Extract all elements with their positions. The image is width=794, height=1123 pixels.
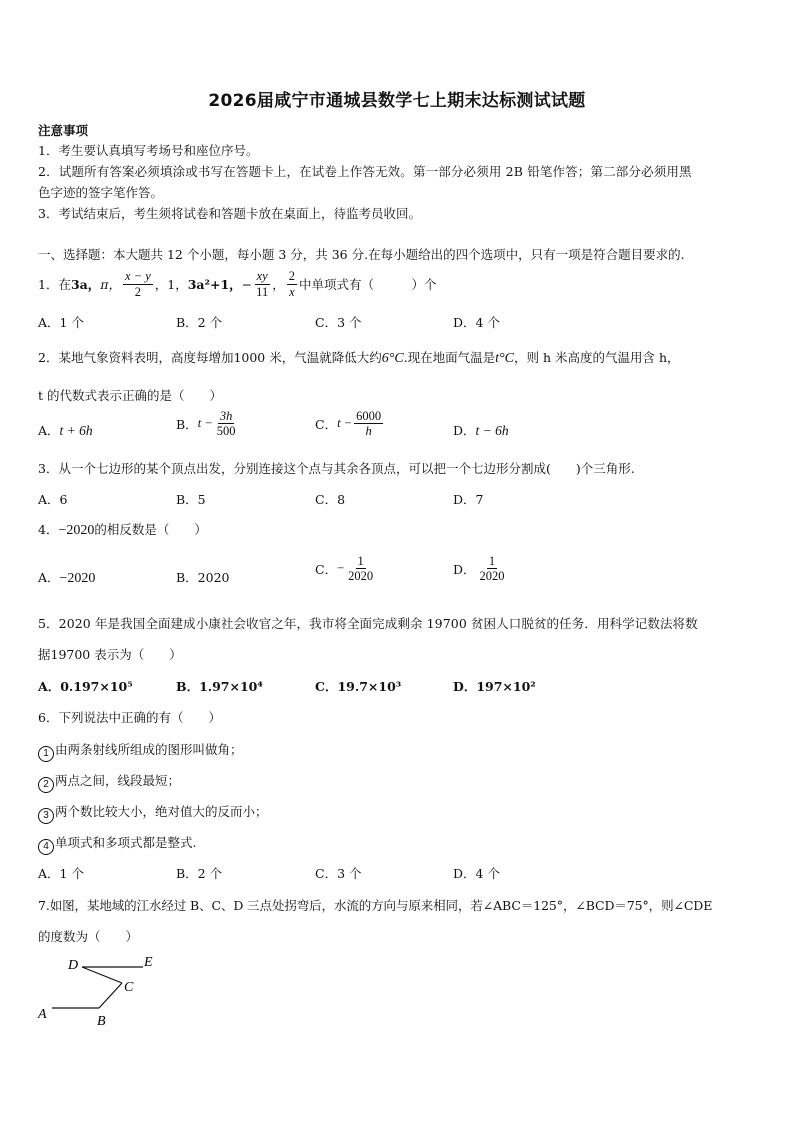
q4-number: −2020: [58, 523, 95, 538]
option-expr: −2020: [59, 571, 96, 586]
q1-prefix: 1．在: [38, 277, 71, 292]
q5-option-a: A．0.197×10⁵: [38, 679, 133, 694]
q2-option-c: [315, 409, 385, 439]
q6-option-a: A．1 个: [38, 866, 84, 881]
label-a: A: [38, 1007, 47, 1022]
option-label: A．: [38, 423, 60, 438]
notice-item: 2．试题所有答案必须填涂或书写在答题卡上，在试卷上作答无效。第一部分必须用 2B 铅笔作答；第二部分必须用黑: [38, 164, 692, 179]
option-expr: −: [337, 561, 345, 576]
q5-option-c: C．19.7×10³: [315, 679, 402, 694]
q4-text: 的相反数是（ ）: [94, 522, 207, 537]
denominator: x: [289, 284, 295, 299]
option-label: D．: [453, 561, 476, 577]
q4-option-d: [453, 554, 509, 584]
option-label: C．: [315, 416, 338, 432]
question-1: [38, 266, 436, 302]
q2-option-a: [38, 421, 93, 439]
segment-cb: [99, 983, 122, 1008]
q2-text: .现在地面气温是: [403, 350, 496, 365]
option-expr: t −: [337, 416, 353, 431]
numerator: 3h: [219, 409, 233, 423]
q6-option-d: D．4 个: [453, 866, 500, 881]
option-label: A．: [38, 570, 60, 585]
circled-number: 3: [38, 808, 54, 824]
question-5-line-1: 5．2020 年是我国全面建成小康社会收官之年，我市将全面完成剩余 19700 贫困人口脱贫的任务．用科学记数法将数: [38, 616, 698, 631]
q4-option-c: [315, 554, 377, 584]
q3-option-c: C．8: [315, 492, 346, 507]
fraction: [346, 554, 375, 584]
q6-option-c: C．3 个: [315, 866, 362, 881]
q1-term: ，1，: [154, 277, 188, 292]
numerator: x − y: [124, 269, 151, 284]
circled-number: 1: [38, 746, 54, 762]
denominator: 2: [134, 284, 141, 299]
q1-term: 3a，: [70, 277, 101, 292]
denominator: h: [365, 424, 372, 439]
option-label: B．: [176, 416, 198, 432]
option-expr: t − 6h: [475, 423, 509, 438]
q4-text: 4．: [38, 522, 59, 537]
page-title: 2026届咸宁市通城县数学七上期末达标测试试题: [208, 91, 586, 111]
fraction: [215, 409, 238, 439]
fraction: [123, 269, 153, 299]
circled-number: 2: [38, 777, 54, 793]
q2-text: 2．某地气象资料表明，高度每增加1000 米，气温就降低大约: [38, 350, 382, 365]
q2-temp: t°C: [495, 351, 514, 366]
q3-option-d: D．7: [453, 492, 484, 507]
denominator: 11: [256, 284, 269, 299]
q6-statement: [38, 802, 268, 824]
option-expr: t + 6h: [59, 423, 93, 438]
option-expr: t −: [197, 416, 213, 431]
q6-statement: [38, 771, 180, 793]
q2-temp-drop: 6°C: [381, 351, 404, 366]
q1-option-b: B．2 个: [176, 315, 223, 330]
denominator: 500: [216, 424, 236, 439]
option-label: C．: [315, 561, 338, 577]
statement-text: 两个数比较大小，绝对值大的反而小；: [55, 804, 268, 819]
q1-term: ，: [272, 277, 285, 292]
question-7-line-1: 7.如图，某地域的江水经过 B、C、D 三点处拐弯后，水流的方向与原来相同，若∠ABC＝125°，∠BCD＝75°，则∠CDE: [38, 898, 713, 913]
question-2-line-1: [38, 348, 680, 367]
fraction: [254, 269, 270, 299]
question-2-line-2: t 的代数式表示正确的是（ ）: [38, 388, 222, 403]
denominator: 2020: [479, 569, 505, 584]
notice-item: 3．考试结束后，考生须将试卷和答题卡放在桌面上，待监考员收回。: [38, 206, 421, 221]
fraction: [354, 409, 383, 439]
q4-option-a: [38, 568, 95, 587]
q6-option-b: B．2 个: [176, 866, 223, 881]
question-6: 6．下列说法中正确的有（ ）: [38, 710, 221, 725]
label-c: C: [124, 980, 134, 995]
statement-text: 两点之间，线段最短；: [55, 773, 181, 788]
question-3: 3．从一个七边形的某个顶点出发，分别连接这个点与其余各顶点，可以把一个七边形分割成( )个三角形.: [38, 461, 635, 476]
q2-option-d: [453, 421, 509, 439]
numerator: 1: [357, 554, 364, 568]
notice-item: 色字迹的签字笔作答。: [38, 185, 164, 200]
q1-term: −: [241, 276, 253, 292]
q1-option-d: D．4 个: [453, 315, 500, 330]
q5-option-b: B．1.97×10⁴: [176, 679, 263, 694]
statement-text: 单项式和多项式都是整式.: [55, 835, 197, 850]
q1-term: 3a²+1，: [187, 277, 242, 292]
q1-option-c: C．3 个: [315, 315, 362, 330]
q1-suffix: 中单项式有（ ）个: [298, 277, 437, 292]
q4-option-b: B．2020: [176, 570, 230, 585]
numerator: xy: [256, 269, 268, 284]
numerator: 2: [288, 269, 295, 284]
q2-text: ，则 h 米高度的气温用含 h，: [514, 350, 680, 365]
numerator: 6000: [356, 409, 382, 423]
denominator: 2020: [348, 569, 374, 584]
q6-statement: [38, 833, 196, 855]
section-heading: 一、选择题：本大题共 12 个小题，每小题 3 分，共 36 分.在每小题给出的四个选项中，只有一项是符合题目要求的.: [38, 247, 685, 262]
statement-text: 由两条射线所组成的图形叫做角；: [55, 742, 243, 757]
fraction: [478, 554, 507, 584]
notice-heading: 注意事项: [38, 123, 89, 138]
label-d: D: [68, 958, 79, 973]
river-bend-figure: [30, 948, 170, 1033]
q6-statement: [38, 740, 243, 762]
q1-term: π，: [100, 277, 121, 292]
q2-option-b: [176, 409, 239, 439]
question-7-line-2: 的度数为（ ）: [38, 929, 139, 944]
notice-item: 1．考生要认真填写考场号和座位序号。: [38, 143, 259, 158]
circled-number: 4: [38, 839, 54, 855]
question-4: [38, 520, 207, 539]
label-b: B: [97, 1014, 106, 1029]
q3-option-b: B．5: [176, 492, 206, 507]
q5-option-d: D．197×10²: [453, 679, 536, 694]
option-label: D．: [453, 423, 476, 438]
label-e: E: [144, 955, 153, 970]
q3-option-a: A．6: [38, 492, 68, 507]
question-5-line-2: 据19700 表示为（ ）: [38, 647, 182, 662]
segment-dc: [82, 967, 122, 983]
numerator: 1: [488, 554, 496, 568]
fraction: [287, 269, 297, 299]
q1-option-a: A．1 个: [38, 315, 84, 330]
